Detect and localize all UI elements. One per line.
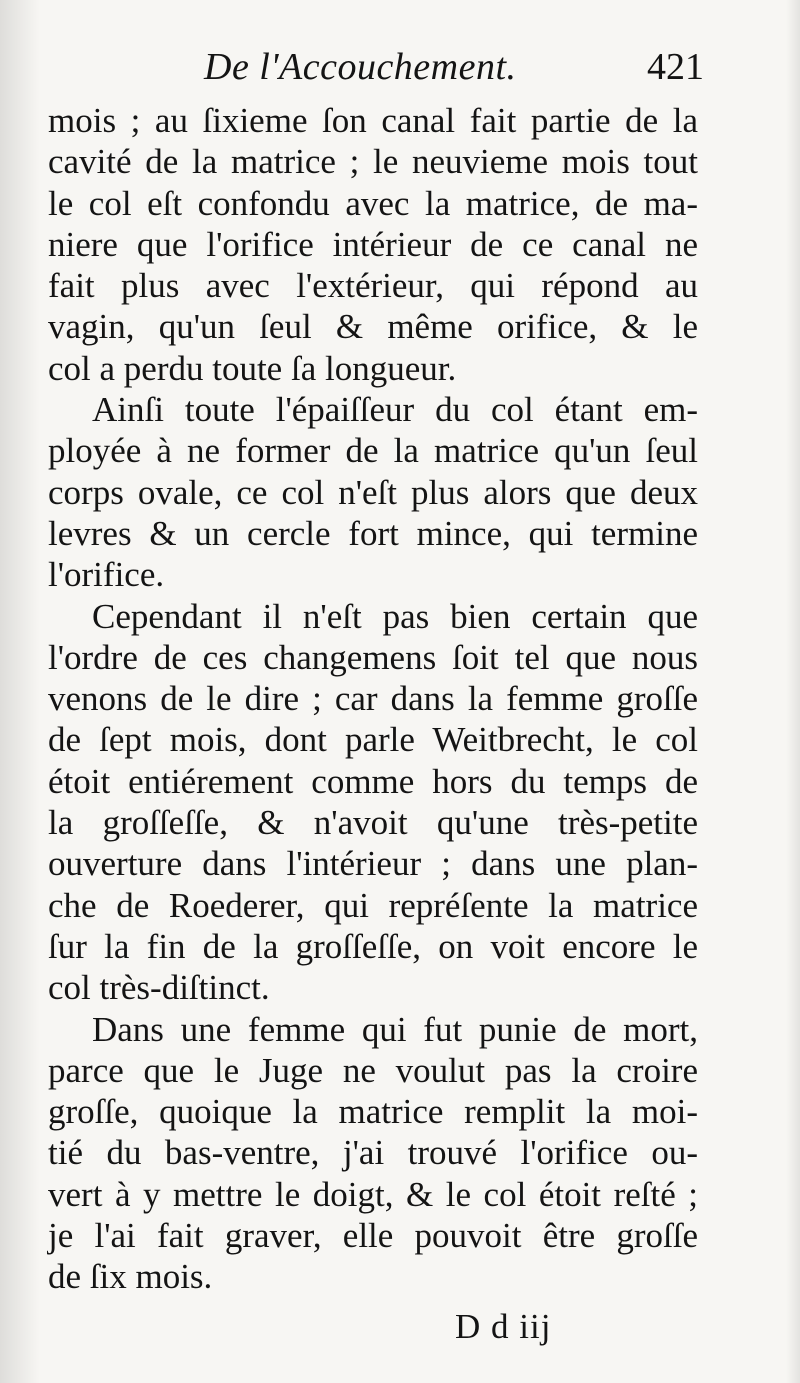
- text-line: col très-diſtinct.: [48, 968, 270, 1008]
- text-line: Cependant il n'eſt pas bien certain que: [92, 596, 698, 636]
- text-line: venons de le dire ; car dans la femme groſſe: [48, 679, 698, 719]
- page-number: 421: [647, 46, 704, 88]
- page-header: [44, 42, 704, 92]
- text-line: ſur la fin de la groſſeſſe, on voit encore le: [48, 926, 698, 966]
- running-title: De l'Accouchement.: [204, 46, 517, 88]
- text-line: je l'ai fait graver, elle pouvoit être groſſe: [48, 1216, 698, 1256]
- text-line: parce que le Juge ne voulut pas la croire: [48, 1050, 698, 1090]
- text-line: levres & un cercle fort mince, qui termine: [48, 513, 698, 553]
- text-line: Ainſi toute l'épaiſſeur du col étant em-: [92, 390, 698, 430]
- text-line: cavité de la matrice ; le neuvieme mois tout: [48, 142, 698, 182]
- text-line: vagin, qu'un ſeul & même orifice, & le: [48, 307, 698, 347]
- signature-mark: D d iij: [455, 1307, 552, 1346]
- text-line: de ſix mois.: [48, 1257, 213, 1297]
- text-line: l'ordre de ces changemens ſoit tel que nous: [48, 637, 698, 677]
- text-line: l'orifice.: [48, 555, 165, 595]
- text-line: la groſſeſſe, & n'avoit qu'une très-petite: [48, 803, 698, 843]
- text-line: de ſept mois, dont parle Weitbrecht, le col: [48, 720, 698, 760]
- text-line: fait plus avec l'extérieur, qui répond au: [48, 266, 698, 306]
- text-line: tié du bas-ventre, j'ai trouvé l'orifice ou-: [48, 1133, 698, 1173]
- text-line: étoit entiérement comme hors du temps de: [48, 761, 698, 801]
- text-line: corps ovale, ce col n'eſt plus alors que deux: [48, 472, 698, 512]
- text-line: groſſe, quoique la matrice remplit la moi-: [48, 1092, 698, 1132]
- text-line: mois ; au ſixieme ſon canal fait partie de la: [48, 101, 698, 140]
- body-text: [48, 100, 698, 1298]
- text-line: che de Roederer, qui repréſente la matrice: [48, 885, 698, 925]
- text-line: vert à y mettre le doigt, & le col étoit reſté ;: [48, 1174, 698, 1214]
- text-line: ouverture dans l'intérieur ; dans une plan-: [48, 844, 698, 884]
- text-line: le col eſt confondu avec la matrice, de ma-: [48, 183, 698, 223]
- text-line: niere que l'orifice intérieur de ce canal ne: [48, 224, 698, 264]
- text-line: col a perdu toute ſa longueur.: [48, 348, 457, 388]
- text-line: Dans une femme qui fut punie de mort,: [92, 1009, 698, 1049]
- text-line: ployée à ne former de la matrice qu'un ſeul: [48, 431, 698, 471]
